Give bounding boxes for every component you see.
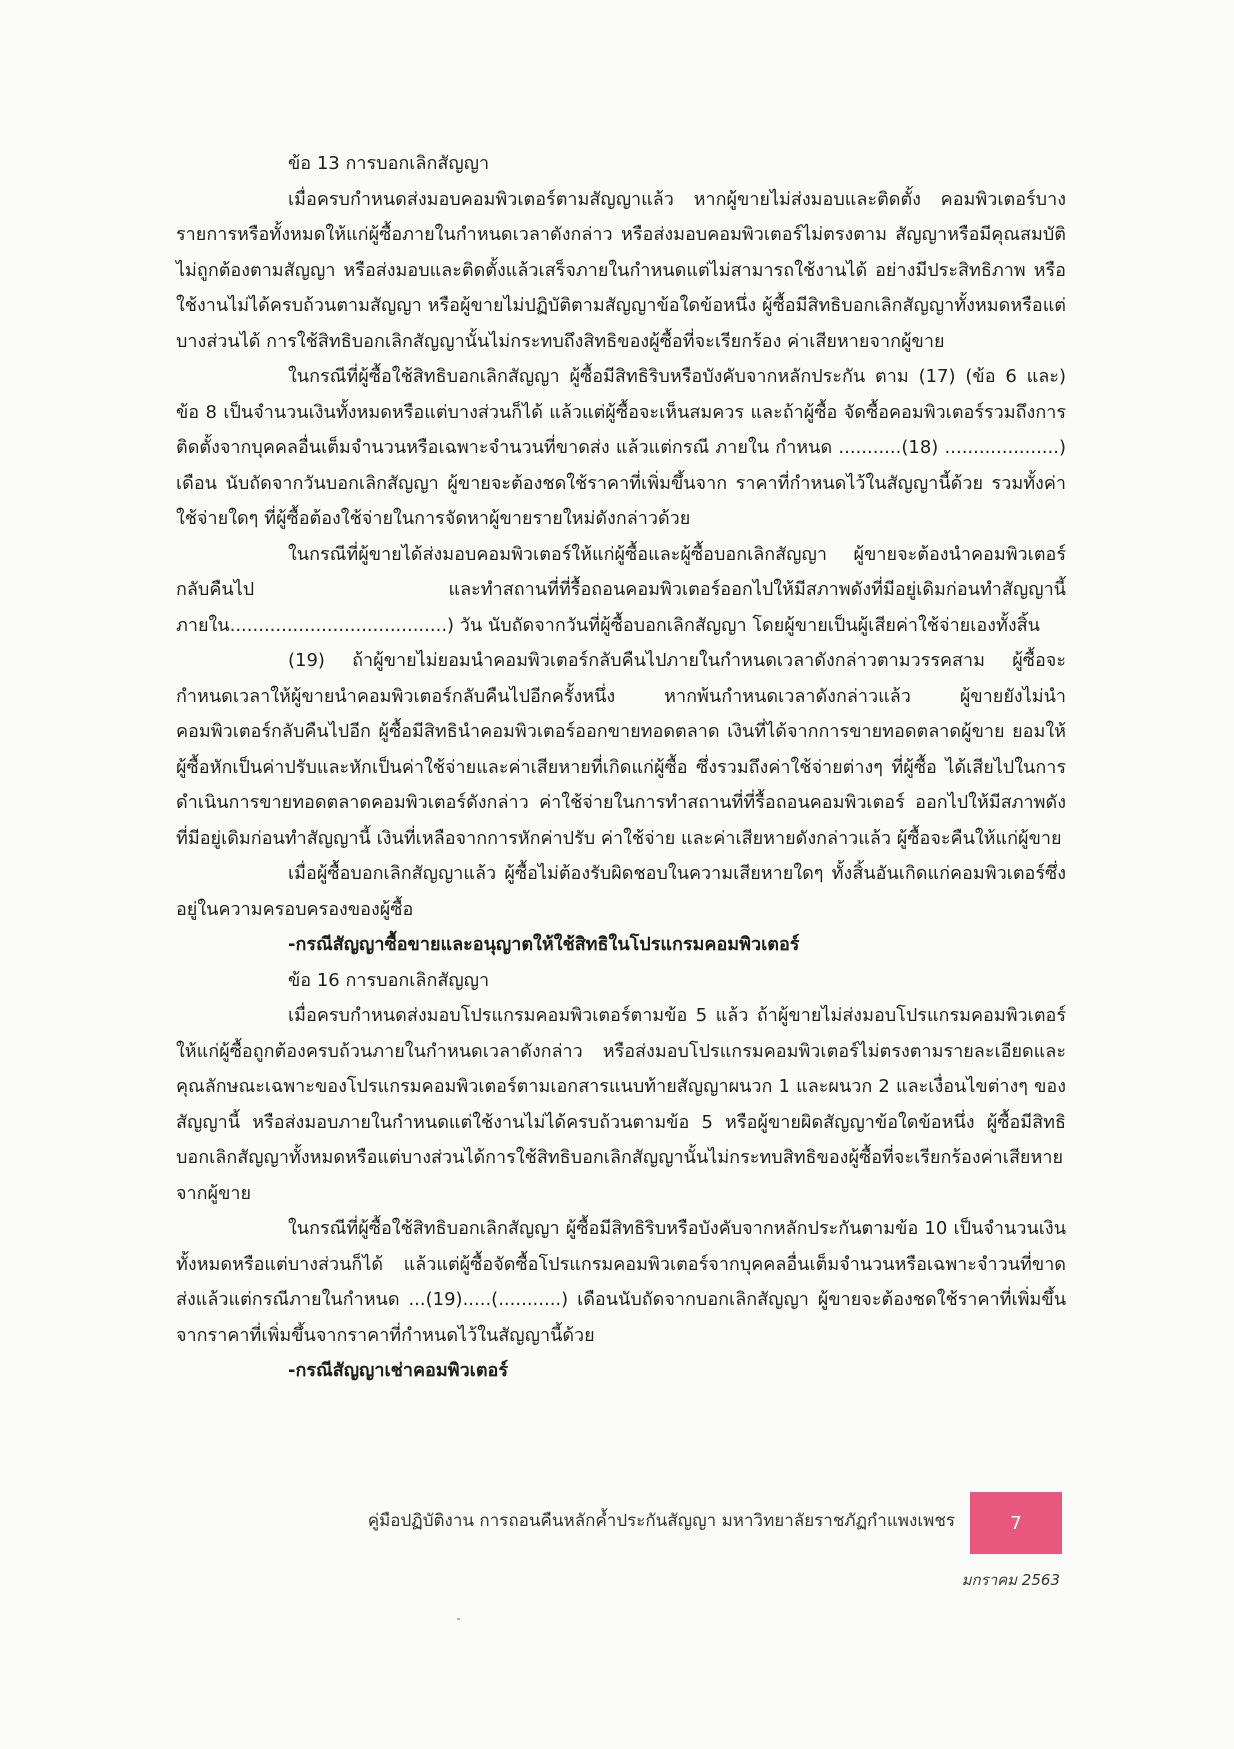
subheading-computer-lease: -กรณีสัญญาเช่าคอมพิวเตอร์ [288, 1360, 508, 1381]
paragraph: เมื่อผู้ซื้อบอกเลิกสัญญาแล้ว ผู้ซื้อไม่ต้องรับผิดชอบในความเสียหายใดๆ ทั้งสิ้นอันเกิดแก่คอมพิวเตอร์ซึ่งอยู่ในความครอบครองของผู้ซื้อ [176, 863, 1066, 920]
paragraph: ในกรณีที่ผู้ซื้อใช้สิทธิบอกเลิกสัญญา ผู้ซื้อมีสิทธิริบหรือบังคับจากหลักประกัน ตาม (17) (ข้อ 6 และ) ข้อ 8 เป็นจำนวนเงินทั้งหมดหรือแต่บางส่วนก็ได้ แล้วแต่ผู้ซื้อจะเห็นสมควร และถ้าผู้ซื้อ จัดซื้อคอมพิวเตอร์รวมถึงการติดตั้งจากบุคคลอื่นเต็มจำนวนหรือเฉพาะจำนวนที่ขาดส่ง แล้วแต่กรณี ภายใน กำหนด ...........(18) ....................) เดือน นับถัดจากวันบอกเลิกสัญญา ผู้ขายจะต้องชดใช้ราคาที่เพิ่มขึ้นจาก ราคาที่กำหนดไว้ในสัญญานี้ด้วย รวมทั้งค่าใช้จ่ายใดๆ ที่ผู้ซื้อต้องใช้จ่ายในการจัดหาผู้ขายรายใหม่ดังกล่าวด้วย [176, 366, 1066, 529]
paragraph: ในกรณีที่ผู้ขายได้ส่งมอบคอมพิวเตอร์ให้แก่ผู้ซื้อและผู้ซื้อบอกเลิกสัญญา ผู้ขายจะต้องนำคอมพิวเตอร์กลับคืนไป และทำสถานที่ที่รื้อถอนคอมพิวเตอร์ออกไปให้มีสภาพดังที่มีอยู่เดิมก่อนทำสัญญานี้ ภายใน......................................) วัน นับถัดจากวันที่ผู้ซื้อบอกเลิกสัญญา โดยผู้ขายเป็นผู้เสียค่าใช้จ่ายเองทั้งสิ้น [176, 543, 1066, 636]
section-16-heading: ข้อ 16 การบอกเลิกสัญญา [288, 969, 490, 991]
page-number-badge [970, 1492, 1062, 1554]
page-number: 7 [1010, 1512, 1022, 1534]
footer-title: คู่มือปฏิบัติงาน การถอนคืนหลักค้ำประกันสัญญา มหาวิทยาลัยราชภัฏกำแพงเพชร [367, 1511, 955, 1531]
section-13-heading: ข้อ 13 การบอกเลิกสัญญา [288, 153, 490, 174]
paragraph: เมื่อครบกำหนดส่งมอบคอมพิวเตอร์ตามสัญญาแล้ว หากผู้ขายไม่ส่งมอบและติดตั้ง คอมพิวเตอร์บางรายการหรือทั้งหมดให้แก่ผู้ซื้อภายในกำหนดเวลาดังกล่าว หรือส่งมอบคอมพิวเตอร์ไม่ตรงตาม สัญญาหรือมีคุณสมบัติไม่ถูกต้องตามสัญญา หรือส่งมอบและติดตั้งแล้วเสร็จภายในกำหนดแต่ไม่สามารถใช้งานได้ อย่างมีประสิทธิภาพ หรือใช้งานไม่ได้ครบถ้วนตามสัญญา หรือผู้ขายไม่ปฏิบัติตามสัญญาข้อใดข้อหนึ่ง ผู้ซื้อมีสิทธิบอกเลิกสัญญาทั้งหมดหรือแต่บางส่วนได้ การใช้สิทธิบอกเลิกสัญญานั้นไม่กระทบถึงสิทธิของผู้ซื้อที่จะเรียกร้อง ค่าเสียหายจากผู้ขาย [176, 188, 1066, 352]
footer-date: มกราคม 2563 [961, 1571, 1060, 1589]
subheading-software-license: -กรณีสัญญาซื้อขายและอนุญาตให้ใช้สิทธิในโปรแกรมคอมพิวเตอร์ [288, 934, 800, 955]
document-body [176, 146, 1066, 1389]
scan-speck [457, 1618, 460, 1620]
paragraph: (19) ถ้าผู้ขายไม่ยอมนำคอมพิวเตอร์กลับคืนไปภายในกำหนดเวลาดังกล่าวตามวรรคสาม ผู้ซื้อจะกำหนดเวลาให้ผู้ขายนำคอมพิวเตอร์กลับคืนไปอีกครั้งหนึ่ง หากพ้นกำหนดเวลาดังกล่าวแล้ว ผู้ขายยังไม่นำคอมพิวเตอร์กลับคืนไปอีก ผู้ซื้อมีสิทธินำคอมพิวเตอร์ออกขายทอดตลาด เงินที่ได้จากการขายทอดตลาดผู้ขาย ยอมให้ผู้ซื้อหักเป็นค่าปรับและหักเป็นค่าใช้จ่ายและค่าเสียหายที่เกิดแก่ผู้ซื้อ ซึ่งรวมถึงค่าใช้จ่ายต่างๆ ที่ผู้ซื้อ ได้เสียไปในการดำเนินการขายทอดตลาดคอมพิวเตอร์ดังกล่าว ค่าใช้จ่ายในการทำสถานที่ที่รื้อถอนคอมพิวเตอร์ ออกไปให้มีสภาพดังที่มีอยู่เดิมก่อนทำสัญญานี้ เงินที่เหลือจากการหักค่าปรับ ค่าใช้จ่าย และค่าเสียหายดังกล่าวแล้ว ผู้ซื้อจะคืนให้แก่ผู้ขาย [176, 650, 1066, 849]
paragraph: ในกรณีที่ผู้ซื้อใช้สิทธิบอกเลิกสัญญา ผู้ซื้อมีสิทธิริบหรือบังคับจากหลักประกันตามข้อ 10 เป็นจำนวนเงินทั้งหมดหรือแต่บางส่วนก็ได้ แล้วแต่ผู้ซื้อจัดซื้อโปรแกรมคอมพิวเตอร์จากบุคคลอื่นเต็มจำนวนหรือเฉพาะจำวนที่ขาดส่งแล้วแต่กรณีภายในกำหนด ...(19).....(...........) เดือนนับถัดจากบอกเลิกสัญญา ผู้ขายจะต้องชดใช้ราคาที่เพิ่มขึ้นจากราคาที่เพิ่มขึ้นจากราคาที่กำหนดไว้ในสัญญานี้ด้วย [176, 1218, 1066, 1346]
paragraph: เมื่อครบกำหนดส่งมอบโปรแกรมคอมพิวเตอร์ตามข้อ 5 แล้ว ถ้าผู้ขายไม่ส่งมอบโปรแกรมคอมพิวเตอร์ให้แก่ผู้ซื้อถูกต้องครบถ้วนภายในกำหนดเวลาดังกล่าว หรือส่งมอบโปรแกรมคอมพิวเตอร์ไม่ตรงตามรายละเอียดและคุณลักษณะเฉพาะของโปรแกรมคอมพิวเตอร์ตามเอกสารแนบท้ายสัญญาผนวก 1 และผนวก 2 และเงื่อนไขต่างๆ ของสัญญานี้ หรือส่งมอบภายในกำหนดแต่ใช้งานไม่ได้ครบถ้วนตามข้อ 5 หรือผู้ขายผิดสัญญาข้อใดข้อหนึ่ง ผู้ซื้อมีสิทธิบอกเลิกสัญญาทั้งหมดหรือแต่บางส่วนได้การใช้สิทธิบอกเลิกสัญญานั้นไม่กระทบสิทธิของผู้ซื้อที่จะเรียกร้องค่าเสียหายจากผู้ขาย [176, 1005, 1066, 1204]
